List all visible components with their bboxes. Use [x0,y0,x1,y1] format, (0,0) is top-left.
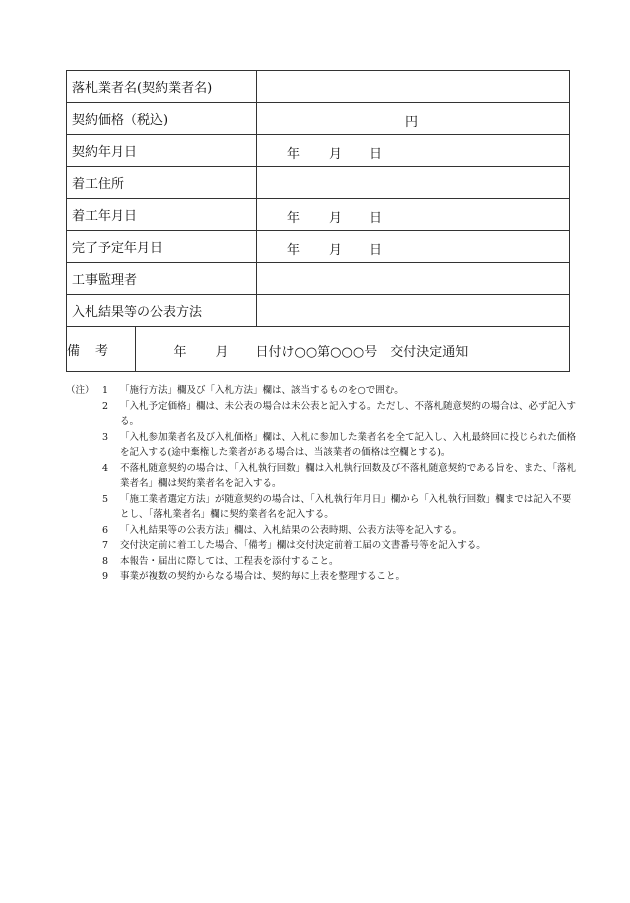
field-completion-date [257,231,570,263]
note-item [66,383,576,399]
remarks-year-unit: 年 [173,345,187,360]
note-item [66,399,576,430]
remarks-text: 日付け○○第○○○号 交付決定通知 [255,345,469,360]
note-text: 「入札参加業者名及び入札価格」欄は、入札に参加した業者名を全て記入し、入札最終回に投じられた価格を記入する(途中棄権した業者がある場合は、当該業者の価格は空欄とする)。 [120,431,577,458]
row-contract-date [67,135,570,167]
row-winning-bidder [67,71,570,103]
note-number: 1 [102,385,109,396]
row-remarks [67,327,570,372]
day-unit: 日 [369,243,383,258]
year-unit: 年 [287,243,301,258]
yen-unit: 円 [405,115,419,130]
day-unit: 日 [369,211,383,226]
field-construction-address [257,167,570,199]
label-start-date: 着工年月日 [67,199,257,231]
day-unit: 日 [369,147,383,162]
note-number: 3 [102,431,109,443]
note-number: 5 [102,493,109,505]
note-item [66,461,576,492]
label-contract-date: 契約年月日 [67,135,257,167]
year-unit: 年 [287,147,301,162]
note-number: 8 [102,555,109,567]
label-winning-bidder: 落札業者名(契約業者名) [67,71,257,103]
note-text: 「入札予定価格」欄は、未公表の場合は未公表と記入する。ただし、不落札随意契約の場合は、必ず記入する。 [120,400,577,427]
field-supervisor [257,263,570,295]
note-text: 不落札随意契約の場合は、「入札執行回数」欄は入札執行回数及び不落札随意契約である旨を、また、「落札業者名」欄は契約業者名を記入する。 [120,462,577,489]
field-publication-method [257,295,570,327]
note-item [66,569,576,585]
remarks-cell [67,327,570,372]
row-publication-method [67,295,570,327]
year-unit: 年 [287,211,301,226]
notes-prefix: （注） [66,385,95,396]
note-number: 7 [102,540,109,551]
field-contract-date [257,135,570,167]
label-completion-date: 完了予定年月日 [67,231,257,263]
note-item [66,492,576,523]
note-text: 「入札結果等の公表方法」欄は、入札結果の公表時期、公表方法等を記入する。 [120,524,463,536]
note-text: 事業が複数の契約からなる場合は、契約毎に上表を整理すること。 [120,571,406,582]
note-number: 4 [102,462,109,474]
row-construction-address [67,167,570,199]
note-item [66,523,576,539]
field-contract-price [257,103,570,135]
row-supervisor [67,263,570,295]
note-text: 本報告・届出に際しては、工程表を添付すること。 [120,555,339,567]
field-start-date [257,199,570,231]
label-contract-price: 契約価格（税込) [67,103,257,135]
field-winning-bidder [257,71,570,103]
note-number: 2 [102,400,109,412]
month-unit: 月 [329,147,343,162]
note-number: 6 [102,524,109,536]
note-item [66,554,576,570]
field-remarks [135,327,569,371]
month-unit: 月 [329,243,343,258]
label-construction-address: 着工住所 [67,167,257,199]
note-number: 9 [102,571,109,582]
note-text: 交付決定前に着工した場合、「備考」欄は交付決定前着工届の文書番号等を記入する。 [120,540,486,551]
label-remarks: 備 考 [67,327,135,371]
month-unit: 月 [329,211,343,226]
note-item [66,430,576,461]
label-publication-method: 入札結果等の公表方法 [67,295,257,327]
contract-form-table [66,70,570,372]
note-text: 「施工業者選定方法」が随意契約の場合は、「入札執行年月日」欄から「入札執行回数」欄までは記入不要とし、「落札業者名」欄に契約業者名を記入する。 [120,493,572,520]
remarks-month-unit: 月 [215,345,229,360]
label-supervisor: 工事監理者 [67,263,257,295]
row-contract-price [67,103,570,135]
row-start-date [67,199,570,231]
notes-section [66,383,576,585]
note-text: 「施行方法」欄及び「入札方法」欄は、該当するものを○で囲む。 [120,385,404,396]
row-completion-date [67,231,570,263]
note-item [66,538,576,554]
